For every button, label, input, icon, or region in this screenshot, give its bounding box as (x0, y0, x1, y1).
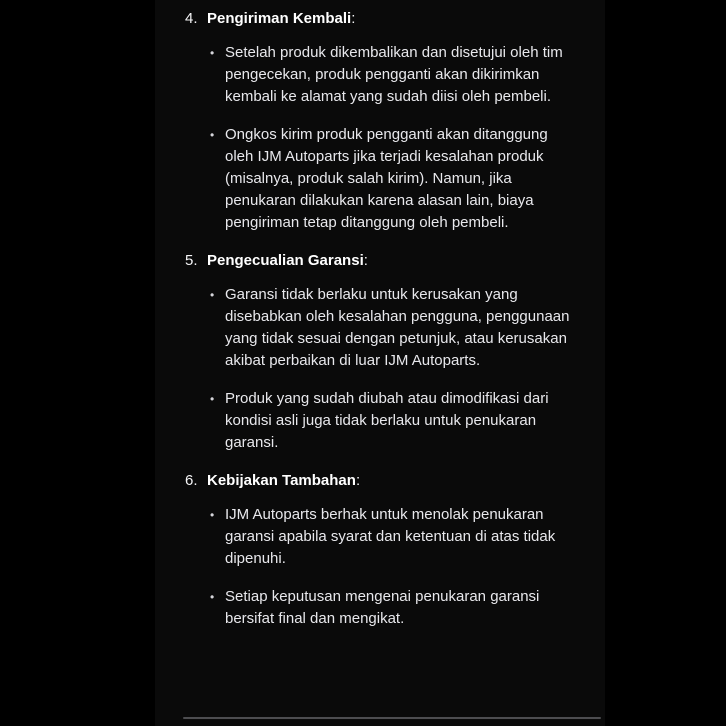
section-title: Kebijakan Tambahan (207, 472, 356, 489)
bullet-icon: • (210, 508, 215, 522)
section-number: 4. (185, 10, 198, 27)
section-title-wrap (207, 470, 360, 492)
bullet-text: Setiap keputusan mengenai penukaran garansi bersifat final dan mengikat. (225, 588, 540, 627)
bullet-icon: • (210, 128, 215, 142)
section-number: 6. (185, 472, 198, 489)
section-title-suffix: : (363, 252, 368, 269)
section-title: Pengiriman Kembali (207, 10, 352, 27)
bullet-text: Ongkos kirim produk pengganti akan ditanggung oleh IJM Autoparts jika terjadi kesalahan produk (misalnya, produk salah kirim). Namun, jika penukaran dilakukan karena alasan lain, biaya pengiriman tetap ditanggung oleh pembeli. (225, 126, 548, 231)
bullet-item (210, 284, 605, 372)
section-title-suffix: : (351, 10, 356, 27)
bullet-item (210, 586, 605, 630)
bottom-divider (183, 717, 601, 719)
bullet-icon: • (210, 288, 215, 302)
bullet-text: Setelah produk dikembalikan dan disetujui oleh tim pengecekan, produk pengganti akan dikirimkan kembali ke alamat yang sudah diisi oleh pembeli. (225, 44, 563, 105)
section-number: 5. (185, 252, 198, 269)
section-heading (185, 250, 605, 272)
section-title-wrap (207, 8, 355, 30)
bullet-item (210, 388, 605, 454)
bullet-list (185, 504, 605, 630)
policy-section-4 (185, 8, 605, 234)
policy-text-column (155, 0, 605, 726)
bullet-item (210, 504, 605, 570)
bullet-text: Garansi tidak berlaku untuk kerusakan yang disebabkan oleh kesalahan pengguna, penggunaan yang tidak sesuai dengan petunjuk, atau kerusakan akibat perbaikan di luar IJM Autoparts. (225, 286, 570, 369)
policy-section-5 (185, 250, 605, 454)
bullet-icon: • (210, 590, 215, 604)
bullet-list (185, 284, 605, 454)
bullet-icon: • (210, 46, 215, 60)
section-title-suffix: : (355, 472, 361, 489)
bullet-item (210, 42, 605, 108)
bullet-list (185, 42, 605, 234)
bullet-text: Produk yang sudah diubah atau dimodifikasi dari kondisi asli juga tidak berlaku untuk penukaran garansi. (225, 390, 549, 451)
section-heading (185, 8, 605, 30)
section-title-wrap (207, 250, 368, 272)
bullet-icon: • (210, 392, 215, 406)
policy-section-6 (185, 470, 605, 630)
bullet-item (210, 124, 605, 234)
section-title: Pengecualian Garansi (207, 252, 364, 269)
section-heading (185, 470, 605, 492)
bullet-text: IJM Autoparts berhak untuk menolak penukaran garansi apabila syarat dan ketentuan di atas tidak dipenuhi. (225, 506, 556, 567)
